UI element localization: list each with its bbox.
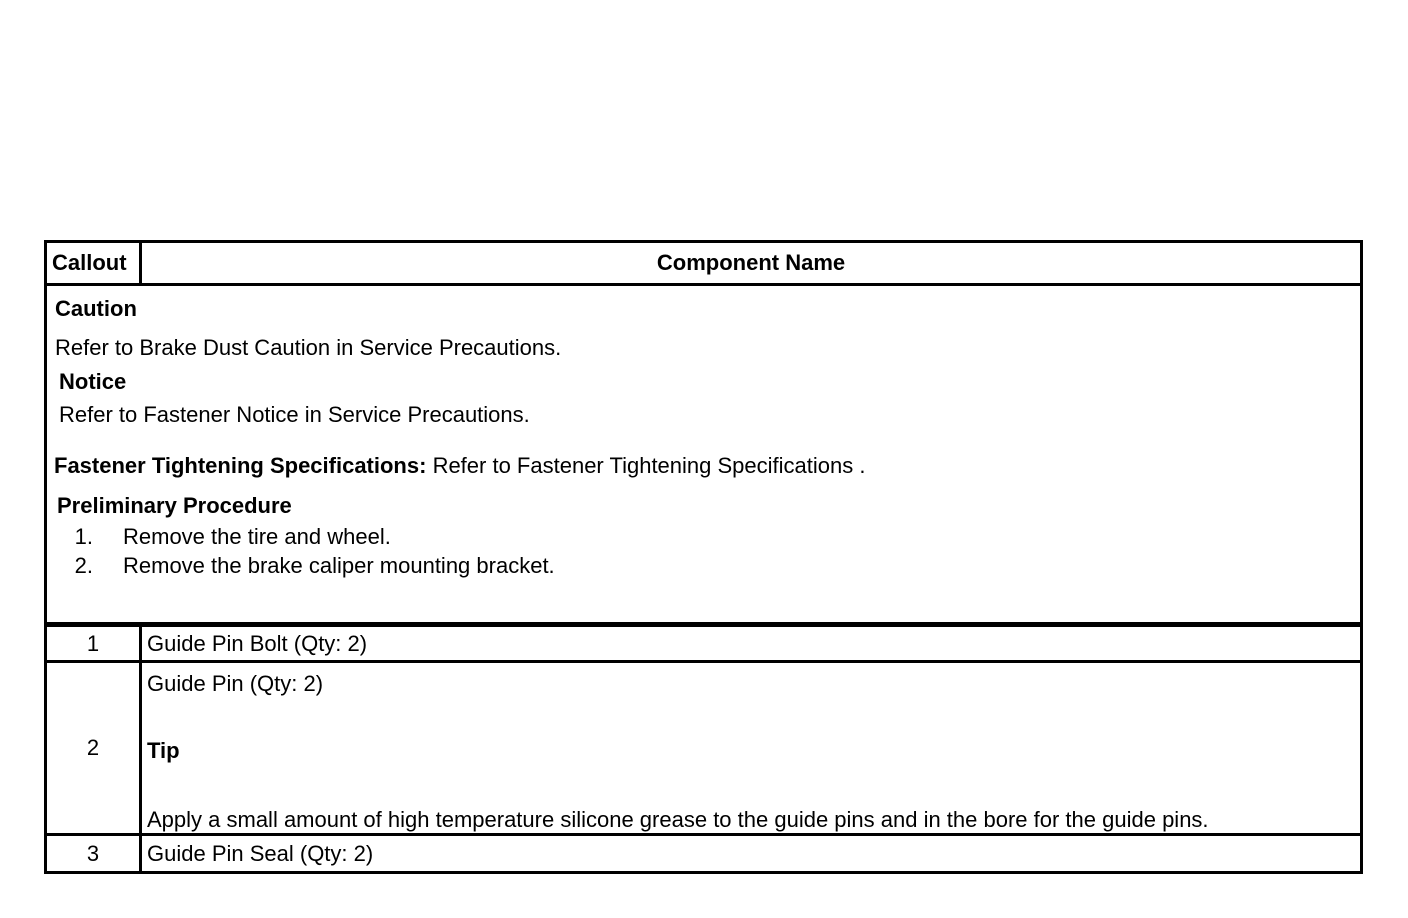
notice-text: Refer to Fastener Notice in Service Precautions.	[59, 402, 530, 427]
notice-title: Notice	[59, 369, 127, 394]
step-number: 2.	[74, 553, 93, 578]
table-header-row	[47, 243, 1360, 283]
callout-number: 3	[47, 836, 142, 871]
fastener-spec-text: Refer to Fastener Tightening Specifications .	[432, 453, 866, 478]
intro-row	[47, 283, 1360, 622]
tip-title: Tip	[147, 738, 180, 763]
table-row	[47, 833, 1360, 871]
fastener-spec-label: Fastener Tightening Specifications:	[54, 453, 427, 478]
callout-number: 1	[47, 627, 142, 660]
fastener-spec	[54, 453, 865, 479]
intro-cell	[47, 286, 1360, 622]
step-text: Remove the brake caliper mounting bracket.	[123, 553, 555, 578]
header-callout: Callout	[47, 243, 142, 283]
procedure-steps	[55, 522, 555, 580]
component-name: Guide Pin (Qty: 2)	[147, 671, 324, 696]
header-component-name: Component Name	[656, 250, 846, 275]
table-row	[47, 622, 1360, 660]
caution-text: Refer to Brake Dust Caution in Service Precautions.	[55, 335, 562, 360]
component-table	[44, 240, 1363, 874]
procedure-title: Preliminary Procedure	[57, 493, 292, 518]
step-text: Remove the tire and wheel.	[123, 524, 391, 549]
component-name: Guide Pin Seal (Qty: 2)	[147, 840, 374, 866]
procedure-step	[55, 522, 555, 551]
step-number: 1.	[74, 524, 93, 549]
callout-number: 2	[47, 663, 142, 833]
procedure-list	[55, 522, 555, 580]
procedure-step	[55, 551, 555, 580]
tip-text: Apply a small amount of high temperature silicone grease to the guide pins and in the bore for the guide pins.	[147, 807, 1209, 832]
caution-title: Caution	[55, 296, 137, 321]
table-row	[47, 660, 1360, 833]
component-name: Guide Pin Bolt (Qty: 2)	[147, 630, 368, 656]
component-cell	[142, 663, 1360, 833]
